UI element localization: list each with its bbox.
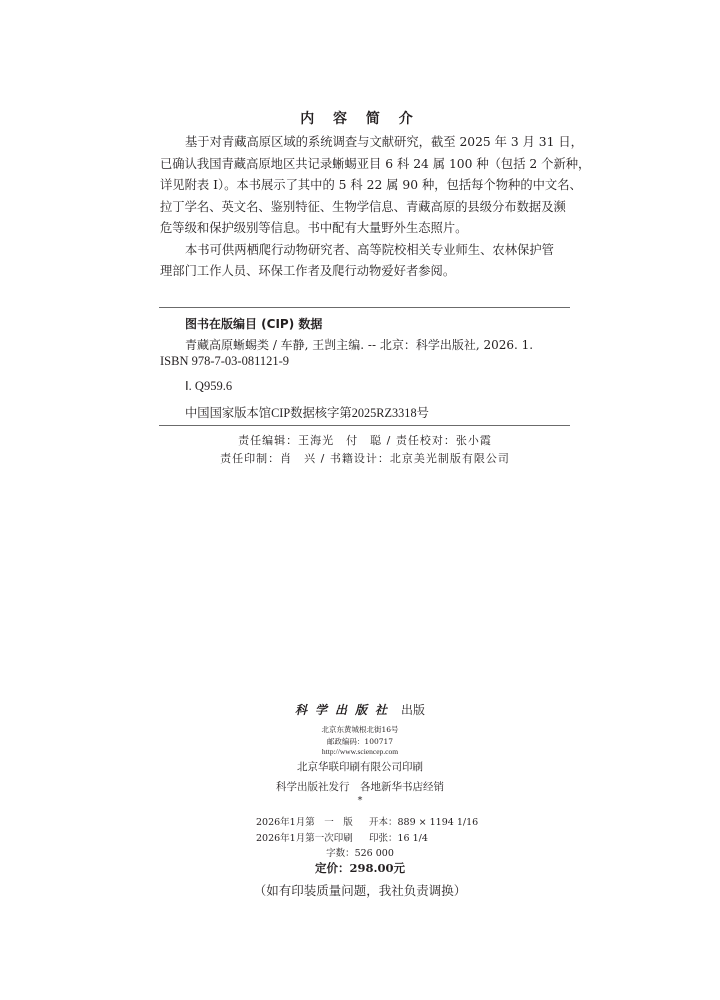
synopsis-line: 拉丁学名、英文名、鉴别特征、生物学信息、青藏高原的县级分布数据及濒 [160,199,566,214]
publisher-website: http://www.sciencep.com [321,747,399,756]
distribution-line: 科学出版社发行 各地新华书店经销 [276,781,444,793]
synopsis-line: 详见附表 I）。本书展示了其中的 5 科 22 属 90 种，包括每个物种的中文名、 [160,178,582,192]
cip-top-rule [159,307,570,308]
synopsis-line: 理部门工作人员、环保工作者及爬行动物爱好者参阅。 [160,264,456,278]
quality-notice: （如有印装质量问题，我社负责调换） [253,883,467,898]
synopsis-line: 基于对青藏高原区域的系统调查与文献研究，截至 2025 年 3 月 31 日， [185,135,583,149]
cip-record: 青藏高原蜥蜴类 / 车静, 王剀主编. -- 北京：科学出版社, 2026. 1. [185,338,534,352]
sheets-info: 印张：16 1/4 [369,833,428,844]
cip-bottom-rule [159,425,570,426]
word-count: 字数：526 000 [326,848,394,859]
printing-info: 2026年1月第一次印刷 [256,833,353,844]
synopsis-line: 已确认我国青藏高原地区共记录蜥蜴亚目 6 科 24 属 100 种（包括 2 个新种， [160,156,591,171]
editor-credits: 责任编辑：王海光 付 聪 / 责任校对：张小霞 [238,434,492,447]
cip-number: 中国国家版本馆CIP数据核字第2025RZ3318号 [185,406,429,420]
production-credits: 责任印制：肖 兴 / 书籍设计：北京美光制版有限公司 [220,452,510,465]
cip-classification: Ⅰ. Q959.6 [185,379,233,393]
price: 定价：298.00元 [314,861,405,875]
publisher-line [0,701,720,718]
separator-mark: * [357,795,363,806]
format-info: 开本：889 × 1194 1/16 [369,817,479,828]
synopsis-line: 本书可供两栖爬行动物研究者、高等院校相关专业师生、农林保护管 [185,242,554,257]
synopsis-line: 危等级和保护级别等信息。书中配有大量野外生态照片。 [160,221,468,235]
cip-isbn: ISBN 978-7-03-081121-9 [160,354,290,368]
cip-heading: 图书在版编目 (CIP) 数据 [185,317,323,331]
publisher-postcode: 邮政编码：100717 [326,737,394,746]
printer-line: 北京华联印刷有限公司印刷 [297,761,423,773]
synopsis-title: 内 容 简 介 [300,111,420,127]
edition-info: 2026年1月第 一 版 [256,817,353,828]
edition-row [256,814,478,828]
printing-row [256,830,428,844]
publisher-logo: 科学出版社 [294,703,395,717]
publisher-suffix: 出版 [401,703,426,717]
synopsis-body [160,132,591,283]
publisher-address: 北京东黄城根北街16号 [321,725,399,734]
